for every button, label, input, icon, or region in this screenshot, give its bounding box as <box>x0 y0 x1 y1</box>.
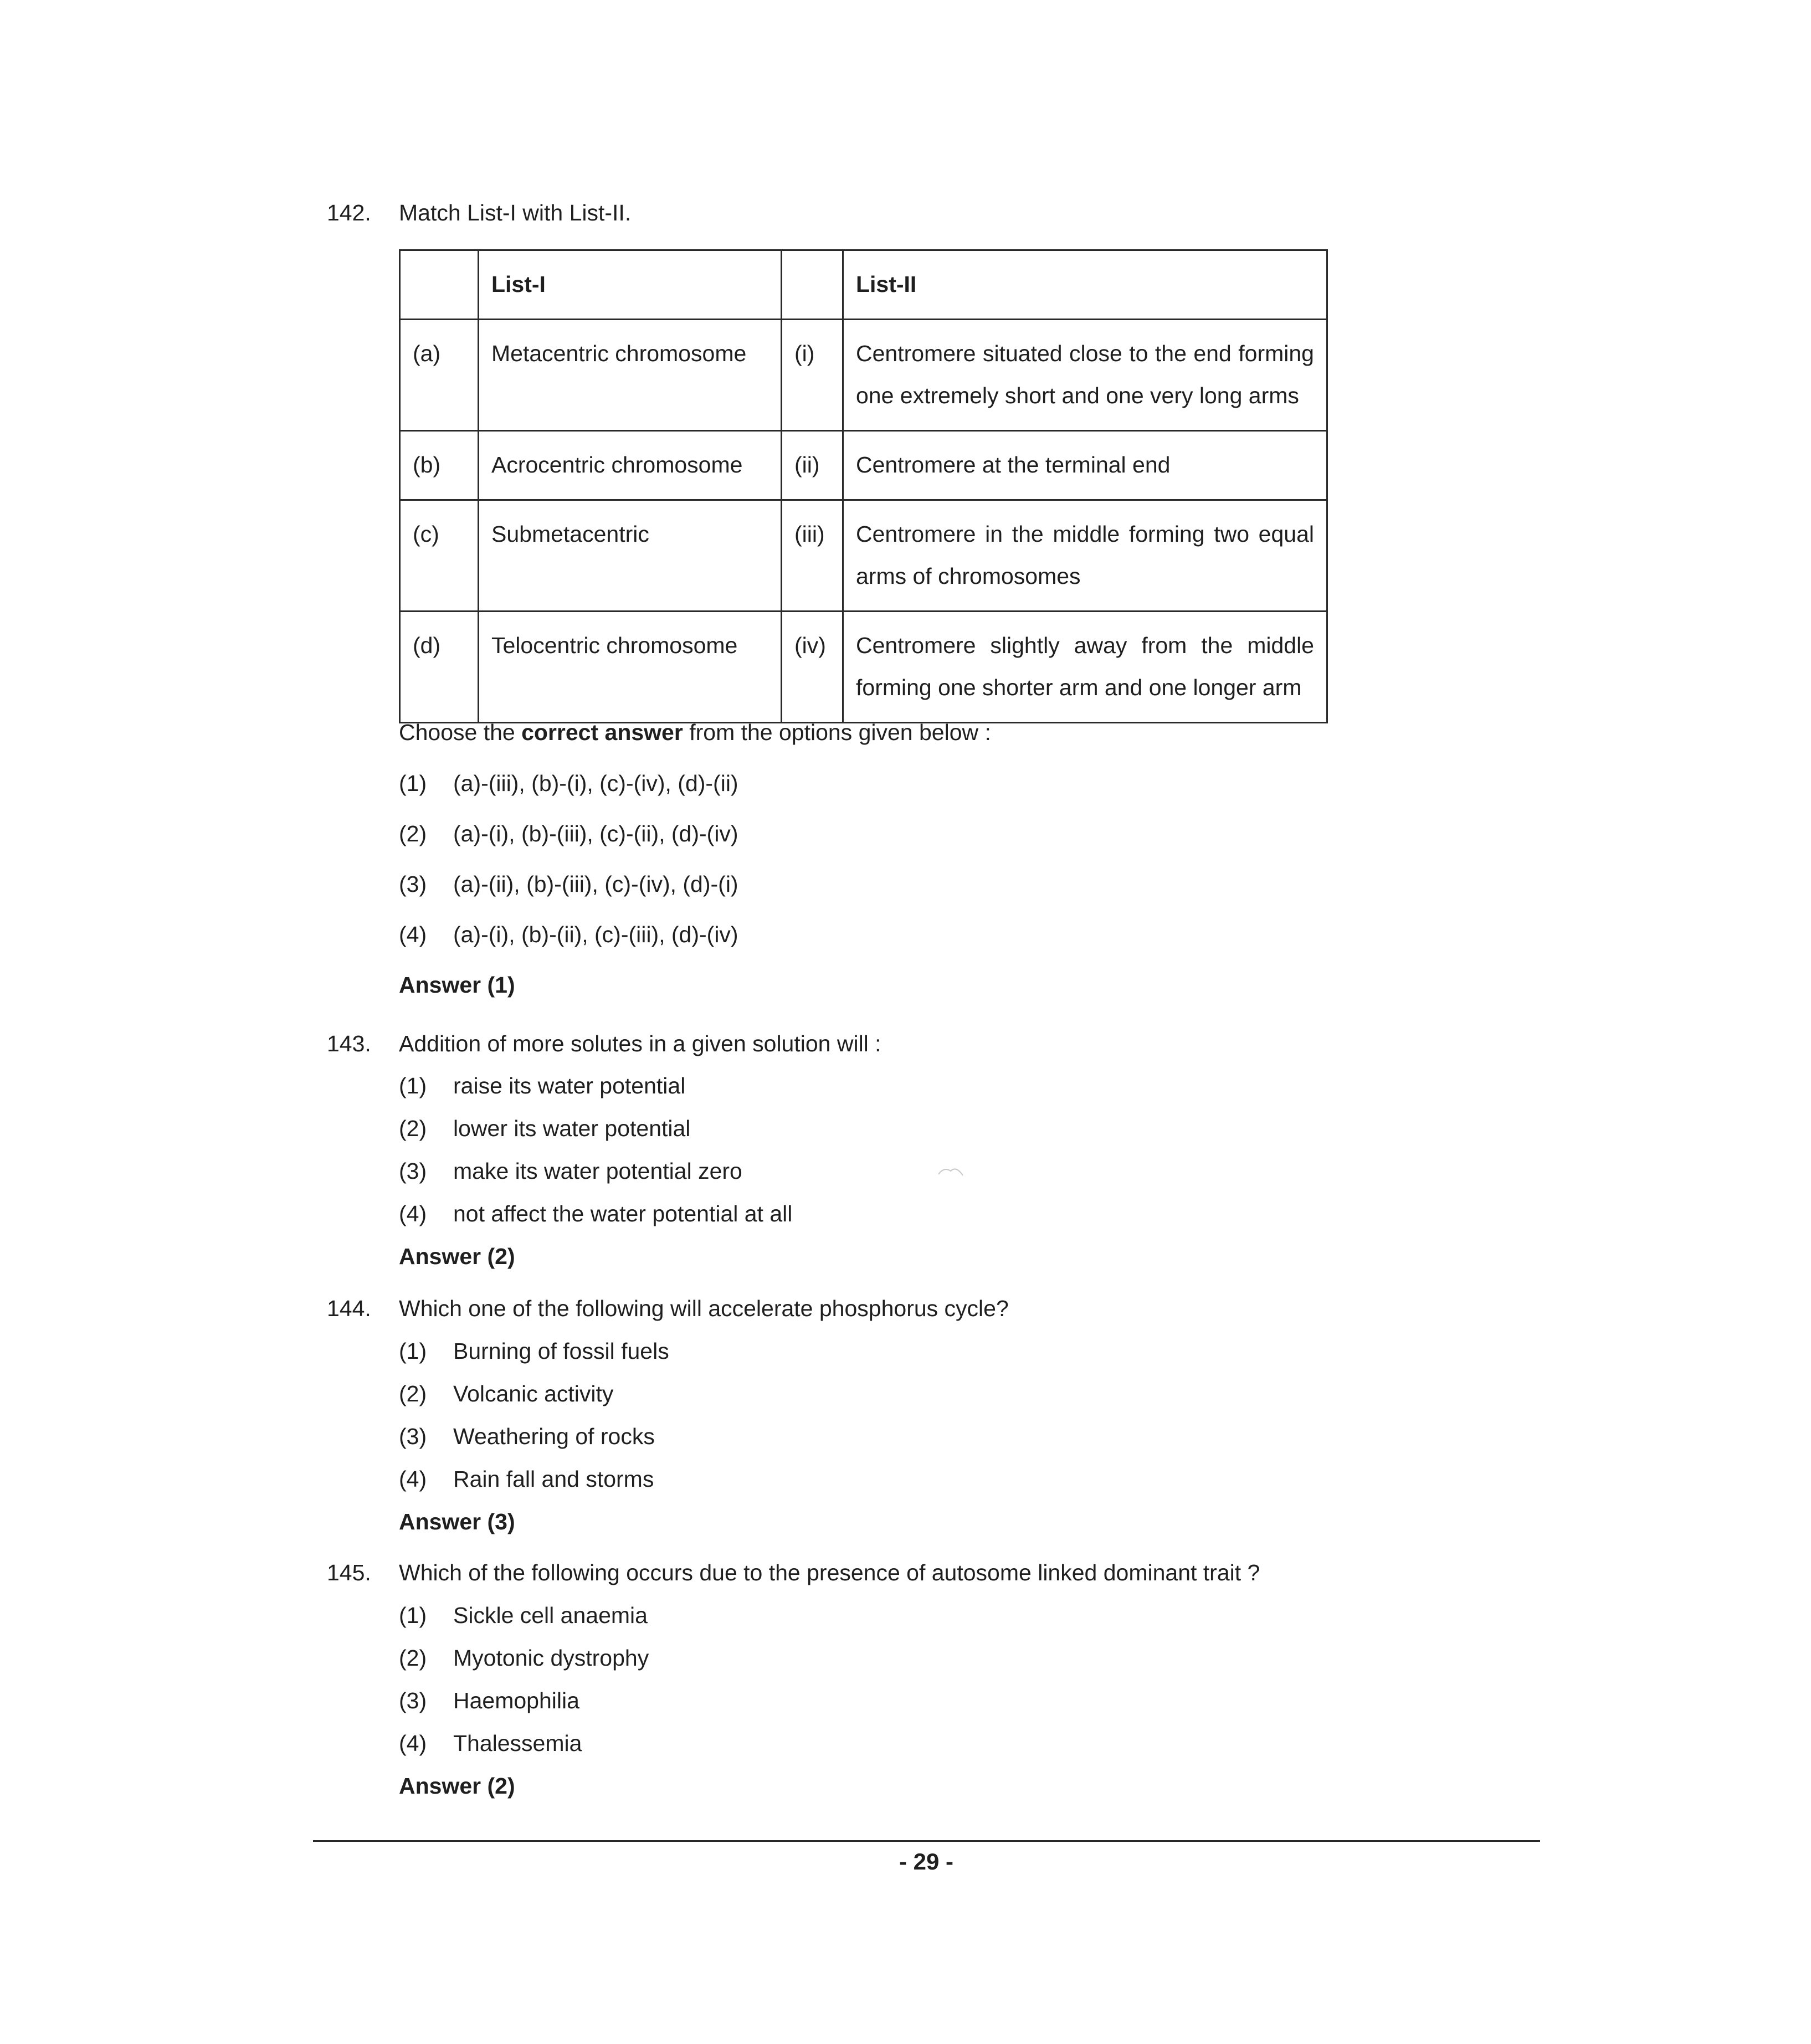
table-cell: (iii) <box>782 500 843 612</box>
option-text: (a)-(ii), (b)-(iii), (c)-(iv), (d)-(i) <box>453 871 738 897</box>
table-header-cell <box>400 250 479 320</box>
option-1 <box>399 1602 648 1629</box>
table-cell: (c) <box>400 500 479 612</box>
option-number: (3) <box>399 1688 427 1713</box>
table-row <box>400 612 1327 723</box>
table-header-list-1: List-I <box>479 250 782 320</box>
table-header-row <box>400 250 1327 320</box>
option-1 <box>399 770 738 797</box>
question-text: Which one of the following will accelerate phosphorus cycle? <box>399 1296 1009 1321</box>
table-cell: (iv) <box>782 612 843 723</box>
option-3 <box>399 871 738 898</box>
table-row <box>400 431 1327 500</box>
page-number: - 29 - <box>899 1848 954 1874</box>
table-cell: (ii) <box>782 431 843 500</box>
question-text: Match List-I with List-II. <box>399 200 632 225</box>
option-4 <box>399 921 738 948</box>
table-cell: Centromere slightly away from the middle forming one shorter arm and one longer arm <box>843 612 1327 723</box>
choose-prefix: Choose the <box>399 720 522 745</box>
scan-mark <box>936 1163 969 1180</box>
table-row <box>400 320 1327 431</box>
option-number: (1) <box>399 1073 427 1098</box>
option-number: (2) <box>399 1645 427 1671</box>
option-2 <box>399 1645 649 1672</box>
table-cell: Submetacentric <box>479 500 782 612</box>
option-text: Burning of fossil fuels <box>453 1338 669 1364</box>
option-number: (1) <box>399 771 427 796</box>
option-4 <box>399 1200 792 1228</box>
option-1 <box>399 1338 669 1365</box>
option-text: Thalessemia <box>453 1730 582 1756</box>
answer: Answer (3) <box>399 1509 515 1534</box>
table-cell: Centromere situated close to the end forming one extremely short and one very long arms <box>843 320 1327 431</box>
option-3 <box>399 1158 742 1185</box>
option-text: make its water potential zero <box>453 1158 742 1184</box>
option-number: (3) <box>399 871 427 897</box>
option-text: Volcanic activity <box>453 1381 614 1406</box>
answer: Answer (1) <box>399 972 515 998</box>
question-text: Addition of more solutes in a given solution will : <box>399 1031 881 1056</box>
table-cell: Centromere in the middle forming two equal arms of chromosomes <box>843 500 1327 612</box>
question-number: 143. <box>327 1031 371 1056</box>
table-header-cell <box>782 250 843 320</box>
question-text: Which of the following occurs due to the presence of autosome linked dominant trait ? <box>399 1560 1260 1585</box>
choose-instruction <box>399 719 991 746</box>
option-text: Haemophilia <box>453 1688 579 1713</box>
option-4 <box>399 1466 654 1493</box>
answer: Answer (2) <box>399 1773 515 1799</box>
option-number: (4) <box>399 1201 427 1226</box>
option-number: (3) <box>399 1158 427 1184</box>
option-number: (4) <box>399 1730 427 1756</box>
option-2 <box>399 1115 690 1142</box>
option-number: (1) <box>399 1338 427 1364</box>
choose-suffix: from the options given below : <box>683 720 991 745</box>
table-row <box>400 500 1327 612</box>
option-text: lower its water potential <box>453 1116 691 1141</box>
option-text: (a)-(i), (b)-(ii), (c)-(iii), (d)-(iv) <box>453 922 738 947</box>
question-number: 142. <box>327 200 371 225</box>
option-2 <box>399 820 738 848</box>
table-cell: Centromere at the terminal end <box>843 431 1327 500</box>
option-number: (2) <box>399 1116 427 1141</box>
option-text: Weathering of rocks <box>453 1424 655 1449</box>
table-cell: (i) <box>782 320 843 431</box>
option-text: (a)-(i), (b)-(iii), (c)-(ii), (d)-(iv) <box>453 821 738 846</box>
table-cell: Telocentric chromosome <box>479 612 782 723</box>
option-number: (4) <box>399 1466 427 1492</box>
choose-bold: correct answer <box>521 720 683 745</box>
option-4 <box>399 1730 582 1757</box>
table-cell: (b) <box>400 431 479 500</box>
table-cell: Acrocentric chromosome <box>479 431 782 500</box>
option-text: Sickle cell anaemia <box>453 1603 648 1628</box>
option-number: (2) <box>399 1381 427 1406</box>
option-3 <box>399 1423 655 1450</box>
question-number: 144. <box>327 1296 371 1321</box>
option-text: Rain fall and storms <box>453 1466 654 1492</box>
option-text: raise its water potential <box>453 1073 686 1098</box>
question-number: 145. <box>327 1560 371 1585</box>
option-number: (1) <box>399 1603 427 1628</box>
option-text: not affect the water potential at all <box>453 1201 793 1226</box>
option-number: (2) <box>399 821 427 846</box>
option-text: (a)-(iii), (b)-(i), (c)-(iv), (d)-(ii) <box>453 771 738 796</box>
table-header-list-2: List-II <box>843 250 1327 320</box>
option-2 <box>399 1380 613 1408</box>
option-1 <box>399 1072 685 1100</box>
footer-divider <box>313 1840 1540 1842</box>
table-cell: (d) <box>400 612 479 723</box>
answer: Answer (2) <box>399 1244 515 1269</box>
table-cell: (a) <box>400 320 479 431</box>
option-text: Myotonic dystrophy <box>453 1645 649 1671</box>
option-number: (3) <box>399 1424 427 1449</box>
table-cell: Metacentric chromosome <box>479 320 782 431</box>
option-number: (4) <box>399 922 427 947</box>
option-3 <box>399 1687 579 1714</box>
match-table <box>399 249 1328 723</box>
